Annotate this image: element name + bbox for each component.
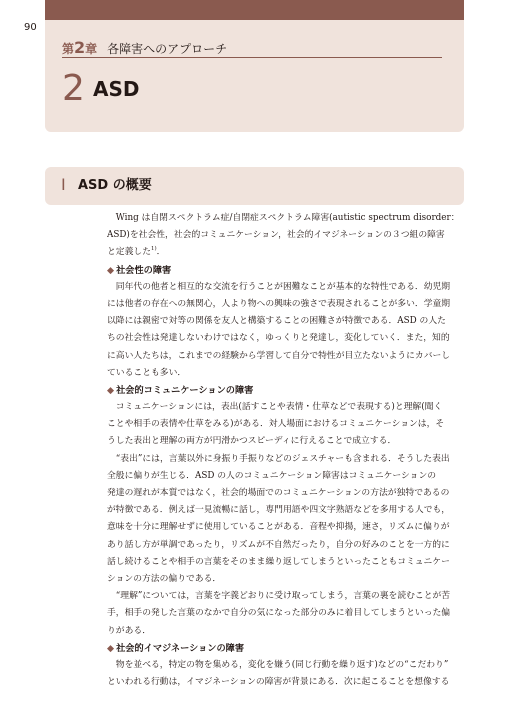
text-line-content: うした表出と理解の両方が円滑かつスピーディに行えることで成立する． [107,436,397,447]
diamond-icon: ◆ [107,384,115,396]
text-line [107,365,464,382]
text-line-content: Wing は自閉スペクトラム症/自閉症スペクトラム障害(autistic spectrum disorder： [115,213,460,223]
heading-number: I [61,175,66,194]
text-line-content: といわれる行動は，イマジネーションの障害が背景にある．次に起こることを想像する [107,677,450,688]
chapter-suffix: 章 [85,42,98,56]
subheading-text: 社会的コミュニケーションの障害 [116,384,254,396]
text-line [107,554,464,571]
text-line [107,313,464,330]
subheading [107,382,464,399]
text-line-content: に高い人たちは，これまでの経験から学習して自分で特性が目立たないようにカバーし [107,350,451,361]
text-line-content: ASD)を社会性，社会的コミュニケーション，社会的イマジネーションの３つ組の障害 [107,230,445,241]
text-line-content: 発達の遅れが本質ではなく，社会的場面でのコミュニケーションの方法が独特であるの [107,488,450,498]
text-line [107,227,464,244]
text-line-content: “理解”については，言葉を字義どおりに受け取ってしまう，言葉の裏を読むことが苦 [115,591,451,602]
text-line [107,485,464,502]
text-line-content: 話し続けることや相手の言葉をそのまま繰り返してしまうといったこともコミュニケー [107,556,450,567]
section-number: 2 [62,68,85,109]
text-line-content: 以降には親密で対等の関係を友人と構築することの困難さが特徴である．ASD の人た [107,316,446,327]
chapter-title: 各障害へのアプローチ [107,42,228,56]
text-line [107,279,464,296]
text-line-content: ションの方法の偏りである． [107,573,222,584]
text-line-content: 同年代の他者と相互的な交流を行うことが困難なことが基本的な特性である．幼児期 [115,281,451,292]
section-title: ASD [93,77,140,101]
text-line-content: コミュニケーションには，表出(話すことや表情・仕草などで表現する)と理解(聞く [115,402,443,413]
text-line-content: が特徴である．例えば一見流暢に話し，専門用語や四文字熟語などを多用する人でも， [107,505,451,516]
text-line [107,519,464,536]
text-line [107,571,464,588]
text-line-content: ことや相手の表情や仕草をみる)がある．対人場面におけるコミュニケーションは，そ [107,419,445,430]
chapter-divider [62,57,442,58]
text-line-content: 意味を十分に理解せずに使用していることがある．音程や抑揚，速さ，リズムに偏りが [107,522,450,533]
chapter-number-label [62,38,98,57]
text-line-content: “表出”には，言葉以外に身振り手振りなどのジェスチャーも含まれる．そうした表出 [115,453,450,464]
text-line [107,399,464,416]
text-line [107,210,464,227]
diamond-icon: ◆ [107,642,115,654]
body-text [107,210,464,691]
text-line [107,330,464,347]
citation-superscript: 1) [151,246,157,253]
text-line [107,451,464,468]
chapter-label [62,38,227,57]
text-line [107,468,464,485]
text-line [107,296,464,313]
text-line-content: 物を並べる，特定の物を集める，変化を嫌う(同じ行動を繰り返す)などの“こだわり” [115,659,449,670]
chapter-prefix: 第 [62,42,75,56]
text-line-content: ちの社会性は発達しないわけではなく，ゆっくりと発達し，変化していく．また，知的 [107,333,450,344]
text-line [107,657,464,674]
text-line [107,674,464,691]
text-line-content: には他者の存在への無関心，人より物への興味の強さで表現されることが多い．学童期 [107,298,451,309]
text-line [107,623,464,640]
subheading [107,262,464,279]
diamond-icon: ◆ [107,264,115,276]
subheading [107,640,464,657]
text-line [107,348,464,365]
chapter-number: 2 [74,38,86,57]
section-heading-bar [45,167,464,205]
text-line-content: 全般に偏りが生じる．ASD の人のコミュニケーション障害はコミュニケーションの [107,470,437,481]
text-line-content: あり話し方が単調であったり，リズムが不自然だったり，自分の好みのことを一方的に [107,539,450,550]
text-line [107,537,464,554]
chapter-header [45,0,464,132]
subheading-text: 社会性の障害 [116,264,172,276]
text-line [107,605,464,622]
subheading-text: 社会的イマジネーションの障害 [116,642,245,654]
page-number: 90 [24,22,37,33]
text-line [107,433,464,450]
text-line-tail: ． [156,247,166,258]
heading-title: ASD の概要 [78,178,152,193]
text-line [107,416,464,433]
text-line [107,244,464,261]
text-line [107,588,464,605]
text-line [107,502,464,519]
text-line-content: ていることも多い． [107,367,187,378]
text-line-content: と定義した [107,247,151,258]
chapter-top-band [45,0,464,20]
text-line-content: 手，相手の発した言葉のなかで自分の気になった部分のみに着目してしまうといった偏 [107,608,451,619]
text-line-content: りがある． [107,625,151,636]
